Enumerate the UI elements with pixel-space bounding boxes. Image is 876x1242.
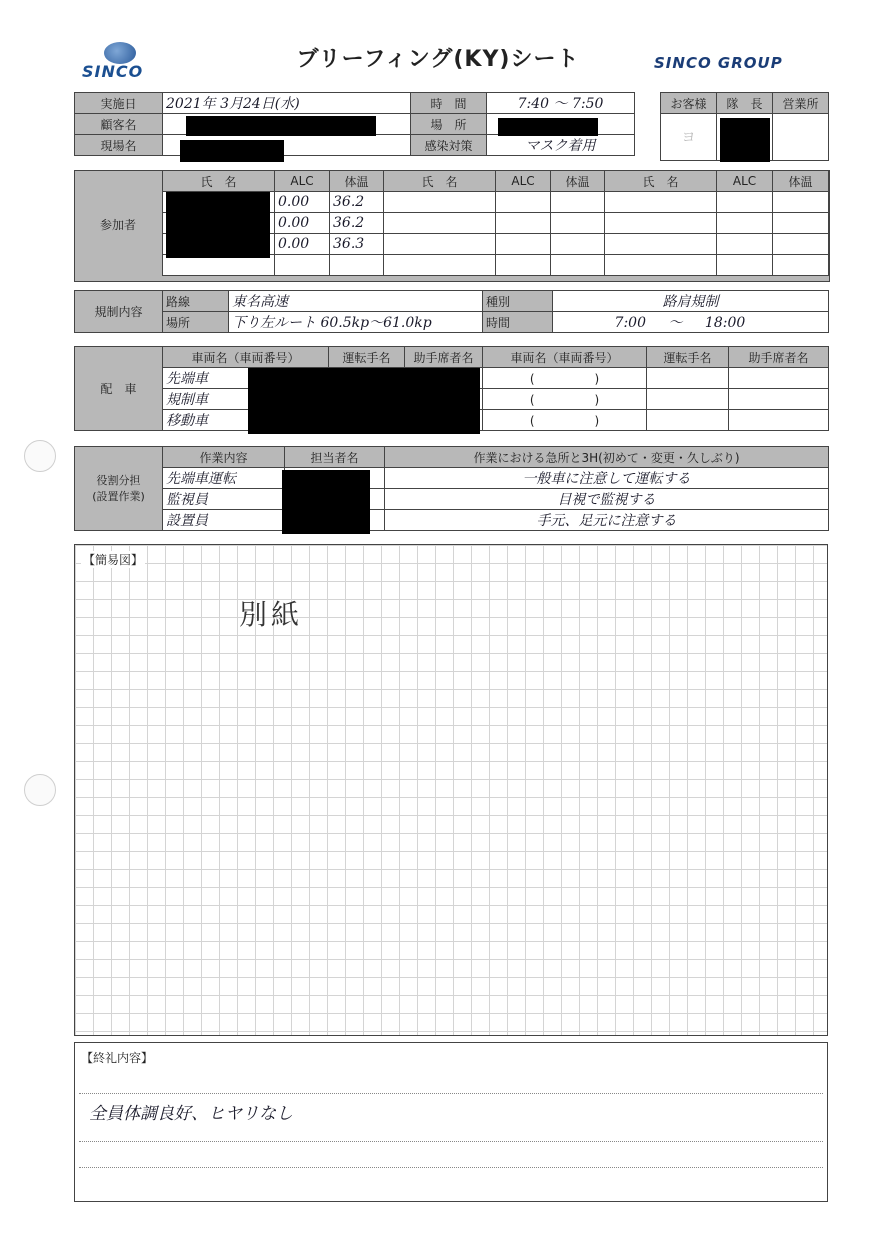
vehicle-paren: ( ) [483,368,647,389]
redaction-participant-names [166,192,270,258]
roles-col-work: 作業内容 [163,447,285,468]
vehicle-name: 先端車 [163,368,329,389]
roles-col-person: 担当者名 [285,447,385,468]
time-label: 時 間 [411,93,487,114]
role-work: 先端車運転 [163,468,285,489]
redaction-leader-stamp [720,118,770,162]
participant-temp: 36.2 [330,192,384,213]
logo-left-text: SINCO [82,62,144,81]
participants-col-alc-2: ALC [496,171,551,192]
diagram-label: 【簡易図】 [83,553,144,567]
roles-col-points: 作業における急所と3H(初めて・変更・久しぶり) [385,447,829,468]
redaction-vehicles [248,368,480,434]
infection-value: マスク着用 [487,135,635,156]
regulation-time-value [553,312,829,333]
role-point: 一般車に注意して運転する [385,468,829,489]
vehicle-paren: ( ) [483,410,647,431]
binder-hole-top [24,440,56,472]
redaction-customer [186,116,376,136]
vehicle-name: 規制車 [163,389,329,410]
approval-office-label: 営業所 [773,93,829,114]
regulation-place-label: 場所 [163,312,229,333]
approval-office-stamp [773,114,829,161]
participant-alc: 0.00 [275,234,330,255]
date-label: 実施日 [75,93,163,114]
regulation-time-label: 時間 [483,312,553,333]
closing-box [74,1042,828,1202]
approval-customer-label: お客様 [661,93,717,114]
closing-label: 【終礼内容】 [81,1051,154,1065]
participant-alc: 0.00 [275,192,330,213]
type-label: 種別 [483,291,553,312]
date-value: 2021年 3月24日(水) [163,93,411,114]
binder-hole-bottom [24,774,56,806]
regulation-place-value: 下り左ルート 60.5kp〜61.0kp [229,312,483,333]
site-label: 現場名 [75,135,163,156]
diagram-box [74,544,828,1036]
customer-label: 顧客名 [75,114,163,135]
participants-col-temp-2: 体温 [551,171,605,192]
diagram-note: 別紙 [239,598,304,631]
participants-col-name-1: 氏 名 [163,171,275,192]
vehicles-col-vehicle-1: 車両名（車両番号） [163,347,329,368]
vehicles-col-driver-1: 運転手名 [329,347,405,368]
participants-col-alc-1: ALC [275,171,330,192]
participants-col-alc-3: ALC [717,171,773,192]
vehicles-col-assistant-1: 助手席者名 [405,347,483,368]
closing-note: 全員体調良好、ヒヤリなし [89,1104,293,1124]
page-title: ブリーフィング(KY)シート [296,47,580,72]
roles-label-line1: 役割分担 [96,473,141,487]
vehicle-paren: ( ) [483,389,647,410]
infection-label: 感染対策 [411,135,487,156]
redaction-place [498,118,598,136]
vehicle-name: 移動車 [163,410,329,431]
participants-col-temp-3: 体温 [773,171,829,192]
closing-line [79,1167,823,1168]
time-value: 7:40 〜 7:50 [487,93,635,114]
regulation-table [74,290,829,333]
participants-label: 参加者 [99,218,136,232]
approval-customer-stamp: ヨ [661,114,717,161]
road-value: 東名高速 [229,291,483,312]
vehicles-col-driver-2: 運転手名 [647,347,729,368]
role-work: 監視員 [163,489,285,510]
type-value: 路肩規制 [553,291,829,312]
vehicles-col-assistant-2: 助手席者名 [729,347,829,368]
participants-col-name-3: 氏 名 [605,171,717,192]
participants-col-name-2: 氏 名 [384,171,496,192]
regulation-time-start: 7:00 [614,315,646,331]
role-point: 手元、足元に注意する [385,510,829,531]
participant-temp: 36.2 [330,213,384,234]
roles-label-line2: (設置作業) [92,489,145,503]
redaction-role-persons [282,470,370,534]
regulation-label: 規制内容 [75,291,163,333]
vehicles-label: 配 車 [75,347,163,431]
vehicles-col-vehicle-2: 車両名（車両番号） [483,347,647,368]
closing-line [79,1141,823,1142]
sinco-group-logo: SINCO GROUP [654,54,783,72]
participant-temp: 36.3 [330,234,384,255]
participants-col-temp-1: 体温 [330,171,384,192]
role-work: 設置員 [163,510,285,531]
participant-alc: 0.00 [275,213,330,234]
roles-table [74,446,829,531]
regulation-time-end: 18:00 [704,315,746,331]
place-label: 場 所 [411,114,487,135]
regulation-time-sep: 〜 [668,315,683,331]
redaction-site [180,140,284,162]
road-label: 路線 [163,291,229,312]
roles-label [75,447,163,531]
approval-leader-label: 隊 長 [717,93,773,114]
role-point: 目視で監視する [385,489,829,510]
closing-line [79,1093,823,1094]
